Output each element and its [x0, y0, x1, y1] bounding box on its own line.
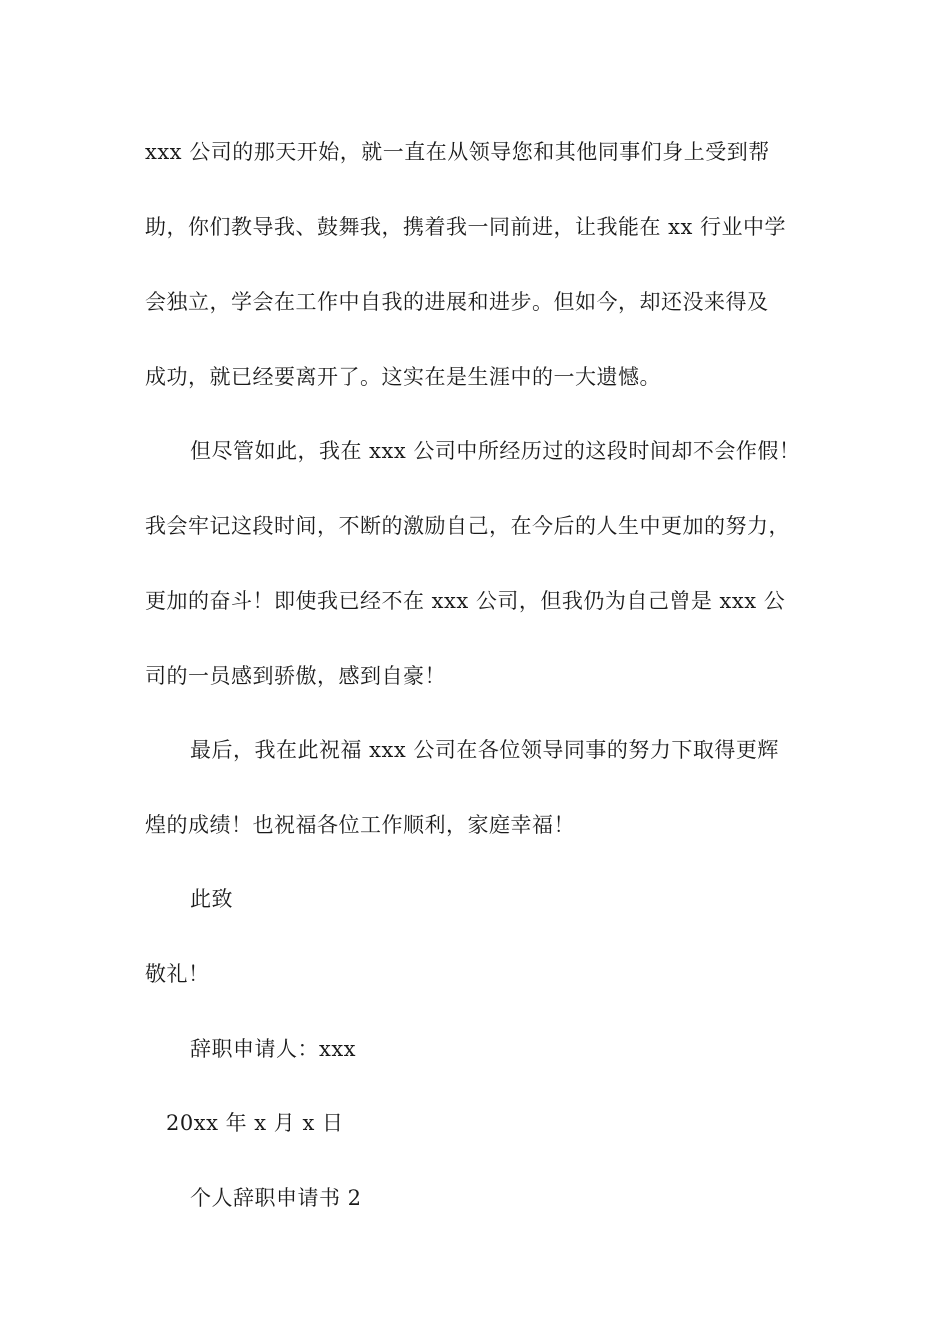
- closing-jingli: 敬礼！: [145, 962, 210, 986]
- section-title: 个人辞职申请书 2: [190, 1186, 362, 1210]
- body-text-line: 成功，就已经要离开了。这实在是生涯中的一大遗憾。: [145, 365, 661, 389]
- closing-cizhi: 此致: [190, 887, 233, 911]
- body-text-line: 会独立，学会在工作中自我的进展和进步。但如今，却还没来得及: [145, 290, 769, 314]
- signature-date: 20xx 年 x 月 x 日: [166, 1111, 344, 1135]
- body-text-line: xxx 公司的那天开始，就一直在从领导您和其他同事们身上受到帮: [145, 140, 770, 164]
- body-text-line: 最后，我在此祝福 xxx 公司在各位领导同事的努力下取得更辉: [190, 738, 779, 762]
- body-text-line: 但尽管如此，我在 xxx 公司中所经历过的这段时间却不会作假！: [190, 439, 801, 463]
- body-text-line: 我会牢记这段时间，不断的激励自己，在今后的人生中更加的努力，: [145, 514, 790, 538]
- body-text-line: 煌的成绩！也祝福各位工作顺利，家庭幸福！: [145, 813, 575, 837]
- body-text-line: 司的一员感到骄傲，感到自豪！: [145, 664, 446, 688]
- body-text-line: 更加的奋斗！即使我已经不在 xxx 公司，但我仍为自己曾是 xxx 公: [145, 589, 786, 613]
- signature-applicant: 辞职申请人：xxx: [190, 1037, 357, 1061]
- body-text-line: 助，你们教导我、鼓舞我，携着我一同前进，让我能在 xx 行业中学: [145, 215, 787, 239]
